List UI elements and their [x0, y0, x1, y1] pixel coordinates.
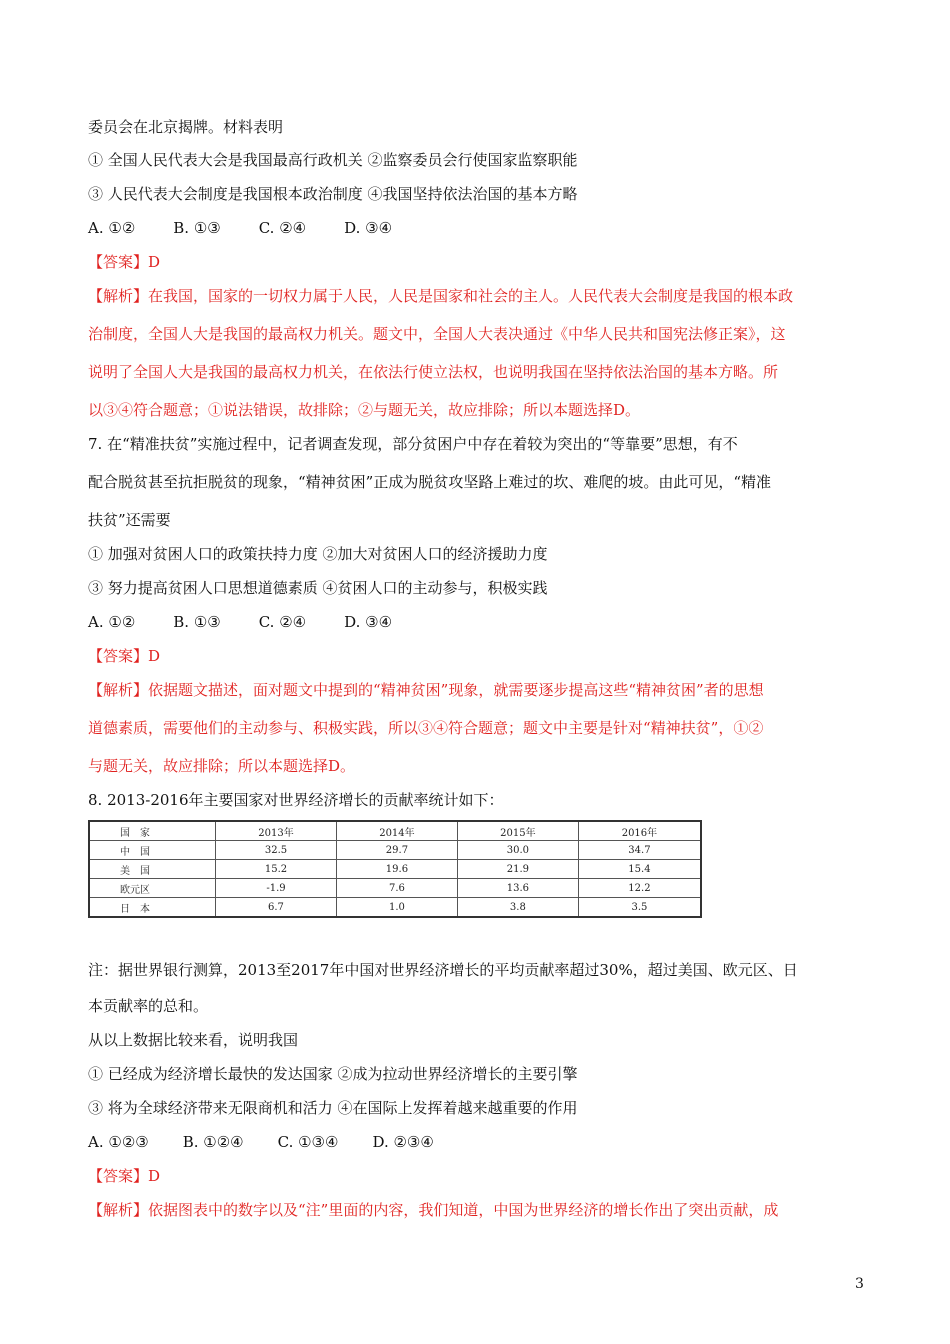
- table-cell: 3.8: [457, 898, 578, 918]
- table-header-cell: 国 家: [89, 821, 216, 841]
- table-cell: 6.7: [216, 898, 337, 918]
- q7-answer: 【答案】D: [88, 647, 161, 665]
- table-header-cell: 2015年: [457, 821, 578, 841]
- table-cell: 日 本: [89, 898, 216, 918]
- q6-options: [88, 218, 430, 238]
- q6-option-c: C. ②④: [258, 219, 307, 237]
- q7-analysis-1: 【解析】依据题文描述，面对题文中提到的“精神贫困”现象，就需要逐步提高这些“精神贫困”者的思想: [88, 681, 764, 699]
- table-cell: -1.9: [216, 879, 337, 898]
- q6-answer: 【答案】D: [88, 253, 161, 271]
- q6-stem-tail: 委员会在北京揭牌。材料表明: [88, 118, 284, 136]
- q8-options: [88, 1132, 468, 1152]
- q6-analysis-2: 治制度，全国人大是我国的最高权力机关。题文中，全国人大表决通过《中华人民共和国宪法修正案》，这: [88, 325, 786, 343]
- table-header-cell: 2016年: [578, 821, 701, 841]
- q8-option-a: A. ①②③: [88, 1133, 149, 1151]
- q6-choice-line-1: ① 全国人民代表大会是我国最高行政机关 ②监察委员会行使国家监察职能: [88, 151, 578, 169]
- table-cell: 29.7: [336, 841, 457, 860]
- q7-choice-line-1: ① 加强对贫困人口的政策扶持力度 ②加大对贫困人口的经济援助力度: [88, 545, 548, 563]
- q6-analysis-3: 说明了全国人大是我国的最高权力机关，在依法行使立法权，也说明我国在坚持依法治国的基本方略。所: [88, 363, 779, 381]
- table-cell: 中 国: [89, 841, 216, 860]
- table-cell: 30.0: [457, 841, 578, 860]
- q6-option-b: B. ①③: [173, 219, 221, 237]
- table-header-cell: 2013年: [216, 821, 337, 841]
- table-cell: 欧元区: [89, 879, 216, 898]
- q8-note-1: 注：据世界银行测算，2013至2017年中国对世界经济增长的平均贡献率超过30%，超过美国、欧元区、日: [88, 961, 798, 979]
- contribution-table: [88, 820, 702, 918]
- q6-option-d: D. ③④: [344, 219, 393, 237]
- q8-option-c: C. ①③④: [277, 1133, 339, 1151]
- table-cell: 15.4: [578, 860, 701, 879]
- table-row: [89, 860, 701, 879]
- q8-choice-line-2: ③ 将为全球经济带来无限商机和活力 ④在国际上发挥着越来越重要的作用: [88, 1099, 578, 1117]
- table-cell: 美 国: [89, 860, 216, 879]
- table-cell: 15.2: [216, 860, 337, 879]
- q7-stem-2: 配合脱贫甚至抗拒脱贫的现象，“精神贫困”正成为脱贫攻坚路上难过的坎、难爬的坡。由此可见，“精准: [88, 473, 772, 491]
- table-header-row: [89, 821, 701, 841]
- table-row: [89, 898, 701, 918]
- table-cell: 34.7: [578, 841, 701, 860]
- q8-option-d: D. ②③④: [372, 1133, 434, 1151]
- q7-option-b: B. ①③: [173, 613, 221, 631]
- q7-options: [88, 612, 430, 632]
- q7-stem-3: 扶贫”还需要: [88, 511, 171, 529]
- q7-option-d: D. ③④: [344, 613, 393, 631]
- table-row: [89, 879, 701, 898]
- table-cell: 7.6: [336, 879, 457, 898]
- q6-choice-line-2: ③ 人民代表大会制度是我国根本政治制度 ④我国坚持依法治国的基本方略: [88, 185, 578, 203]
- table-cell: 32.5: [216, 841, 337, 860]
- q7-option-a: A. ①②: [88, 613, 136, 631]
- page-number: 3: [855, 1276, 864, 1292]
- table-cell: 3.5: [578, 898, 701, 918]
- q8-analysis-1: 【解析】依据图表中的数字以及“注”里面的内容，我们知道，中国为世界经济的增长作出了突出贡献，成: [88, 1201, 779, 1219]
- table-cell: 19.6: [336, 860, 457, 879]
- table-cell: 12.2: [578, 879, 701, 898]
- table-header-cell: 2014年: [336, 821, 457, 841]
- table-row: [89, 841, 701, 860]
- table-cell: 21.9: [457, 860, 578, 879]
- q8-choice-line-1: ① 已经成为经济增长最快的发达国家 ②成为拉动世界经济增长的主要引擎: [88, 1065, 578, 1083]
- q8-stem: 8. 2013-2016年主要国家对世界经济增长的贡献率统计如下：: [88, 791, 504, 809]
- q8-note-2: 本贡献率的总和。: [88, 997, 209, 1015]
- q6-analysis-1: 【解析】在我国，国家的一切权力属于人民，人民是国家和社会的主人。人民代表大会制度是我国的根本政: [88, 287, 794, 305]
- q8-option-b: B. ①②④: [182, 1133, 244, 1151]
- table-cell: 13.6: [457, 879, 578, 898]
- q6-analysis-4: 以③④符合题意；①说法错误，故排除；②与题无关，故应排除；所以本题选择D。: [88, 401, 641, 419]
- q7-choice-line-2: ③ 努力提高贫困人口思想道德素质 ④贫困人口的主动参与，积极实践: [88, 579, 548, 597]
- q8-lead: 从以上数据比较来看，说明我国: [88, 1031, 299, 1049]
- q7-stem-1: 7. 在“精准扶贫”实施过程中，记者调查发现，部分贫困户中存在着较为突出的“等靠要”思想，有不: [88, 435, 738, 453]
- q6-option-a: A. ①②: [88, 219, 136, 237]
- q7-option-c: C. ②④: [258, 613, 307, 631]
- table-cell: 1.0: [336, 898, 457, 918]
- q7-analysis-2: 道德素质，需要他们的主动参与、积极实践，所以③④符合题意；题文中主要是针对“精神扶贫”，①②: [88, 719, 764, 737]
- q7-analysis-3: 与题无关，故应排除；所以本题选择D。: [88, 757, 356, 775]
- q8-answer: 【答案】D: [88, 1167, 161, 1185]
